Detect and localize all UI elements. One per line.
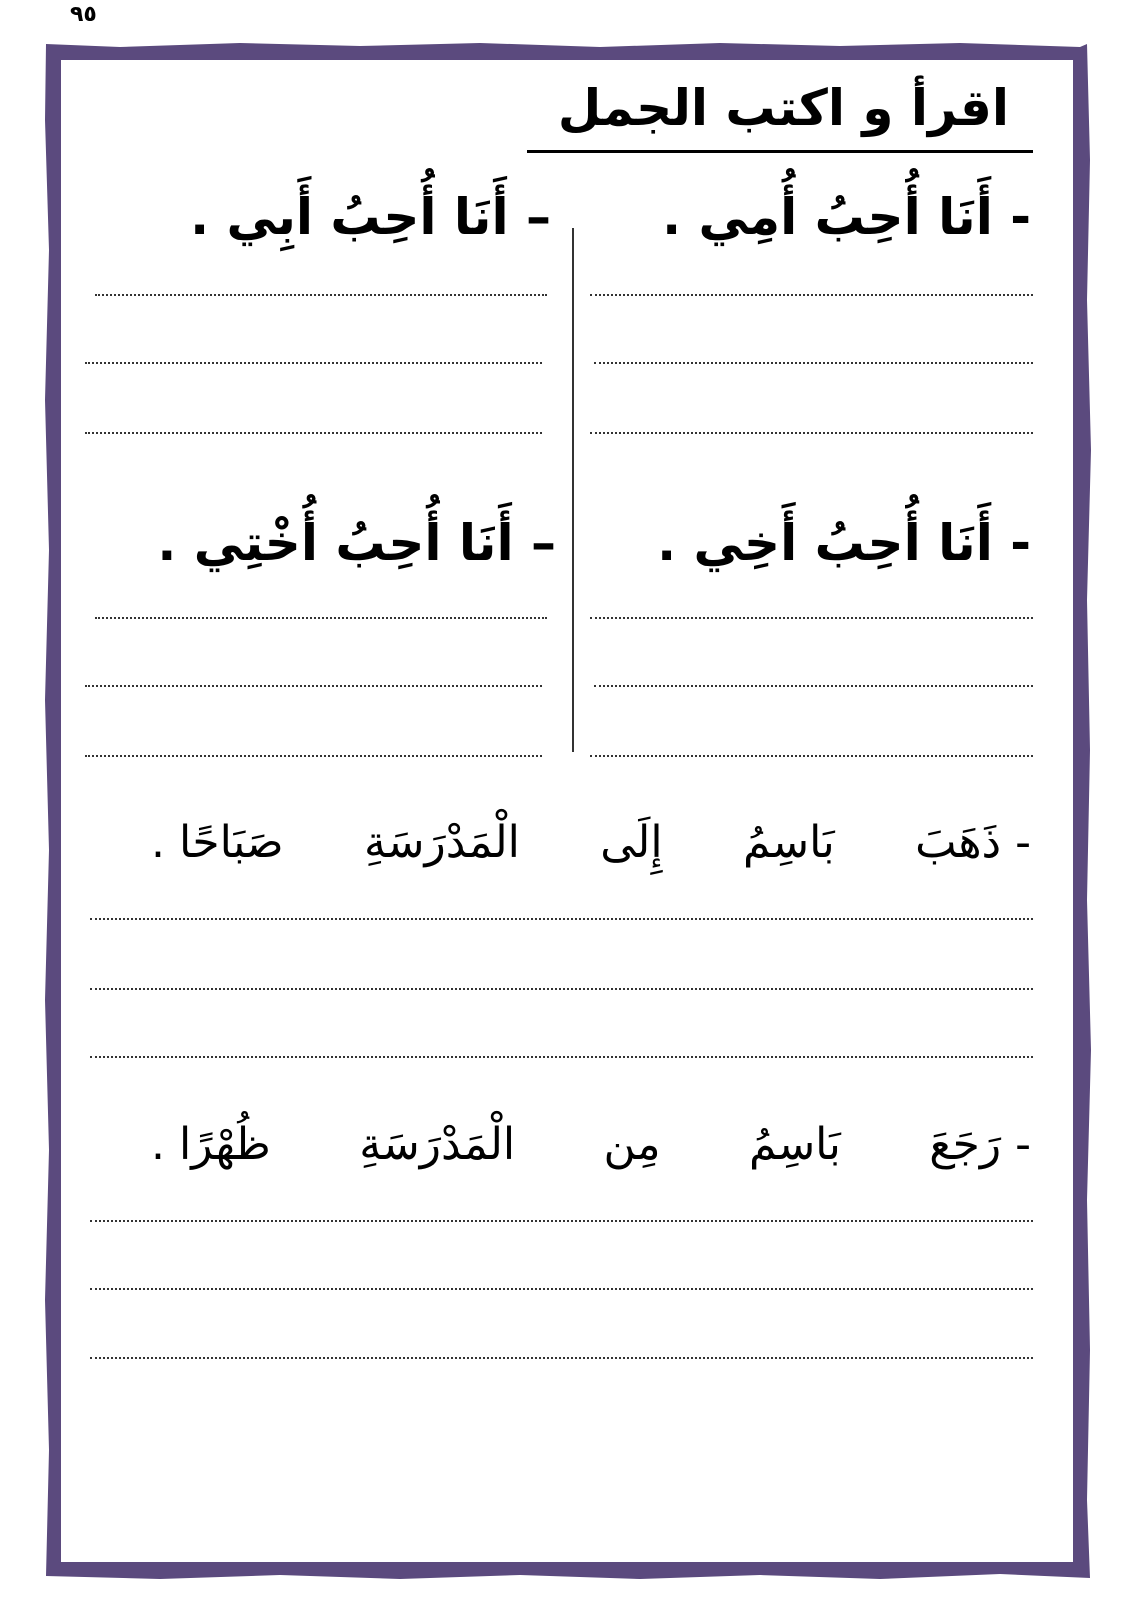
writing-line[interactable] <box>90 1357 1033 1359</box>
sentence-i-love-my-sister: – أَنَا أُحِبُ أُخْتِي . <box>157 514 556 572</box>
writing-line[interactable] <box>85 432 542 434</box>
word: إِلَى <box>600 817 663 868</box>
writing-line[interactable] <box>590 617 1033 619</box>
writing-line[interactable] <box>594 685 1033 687</box>
column-divider <box>572 228 574 752</box>
word: - رَجَعَ <box>929 1119 1031 1170</box>
sentence-bassem-went-to-school <box>151 815 1031 870</box>
writing-line[interactable] <box>95 294 547 296</box>
title-underline <box>527 150 1033 153</box>
writing-line[interactable] <box>85 685 542 687</box>
writing-line[interactable] <box>590 294 1033 296</box>
word: صَبَاحًا . <box>151 817 284 868</box>
writing-line[interactable] <box>90 918 1033 920</box>
sentence-i-love-my-brother: - أَنَا أُحِبُ أَخِي . <box>657 514 1031 572</box>
writing-line[interactable] <box>90 1056 1033 1058</box>
frame-inner-page <box>61 60 1073 1562</box>
writing-line[interactable] <box>594 362 1033 364</box>
sentence-bassem-returned-from-school <box>151 1117 1031 1172</box>
word: ظُهْرًا . <box>151 1119 271 1170</box>
page-number: ٩٥ <box>70 2 97 27</box>
worksheet-title: اقرأ و اكتب الجمل <box>557 79 1009 137</box>
writing-line[interactable] <box>85 755 542 757</box>
word: الْمَدْرَسَةِ <box>359 1119 516 1170</box>
writing-line[interactable] <box>590 432 1033 434</box>
writing-line[interactable] <box>90 1288 1033 1290</box>
word: الْمَدْرَسَةِ <box>364 817 520 868</box>
word: - ذَهَبَ <box>915 817 1031 868</box>
sentence-i-love-my-mother: - أَنَا أُحِبُ أُمِي . <box>662 188 1031 246</box>
word: بَاسِمُ <box>749 1119 841 1170</box>
writing-line[interactable] <box>85 362 542 364</box>
writing-line[interactable] <box>590 755 1033 757</box>
word: بَاسِمُ <box>742 817 835 868</box>
word: مِن <box>603 1119 661 1170</box>
writing-line[interactable] <box>95 617 547 619</box>
writing-line[interactable] <box>90 1220 1033 1222</box>
writing-line[interactable] <box>90 988 1033 990</box>
sentence-i-love-my-father: – أَنَا أُحِبُ أَبِي . <box>190 188 551 246</box>
